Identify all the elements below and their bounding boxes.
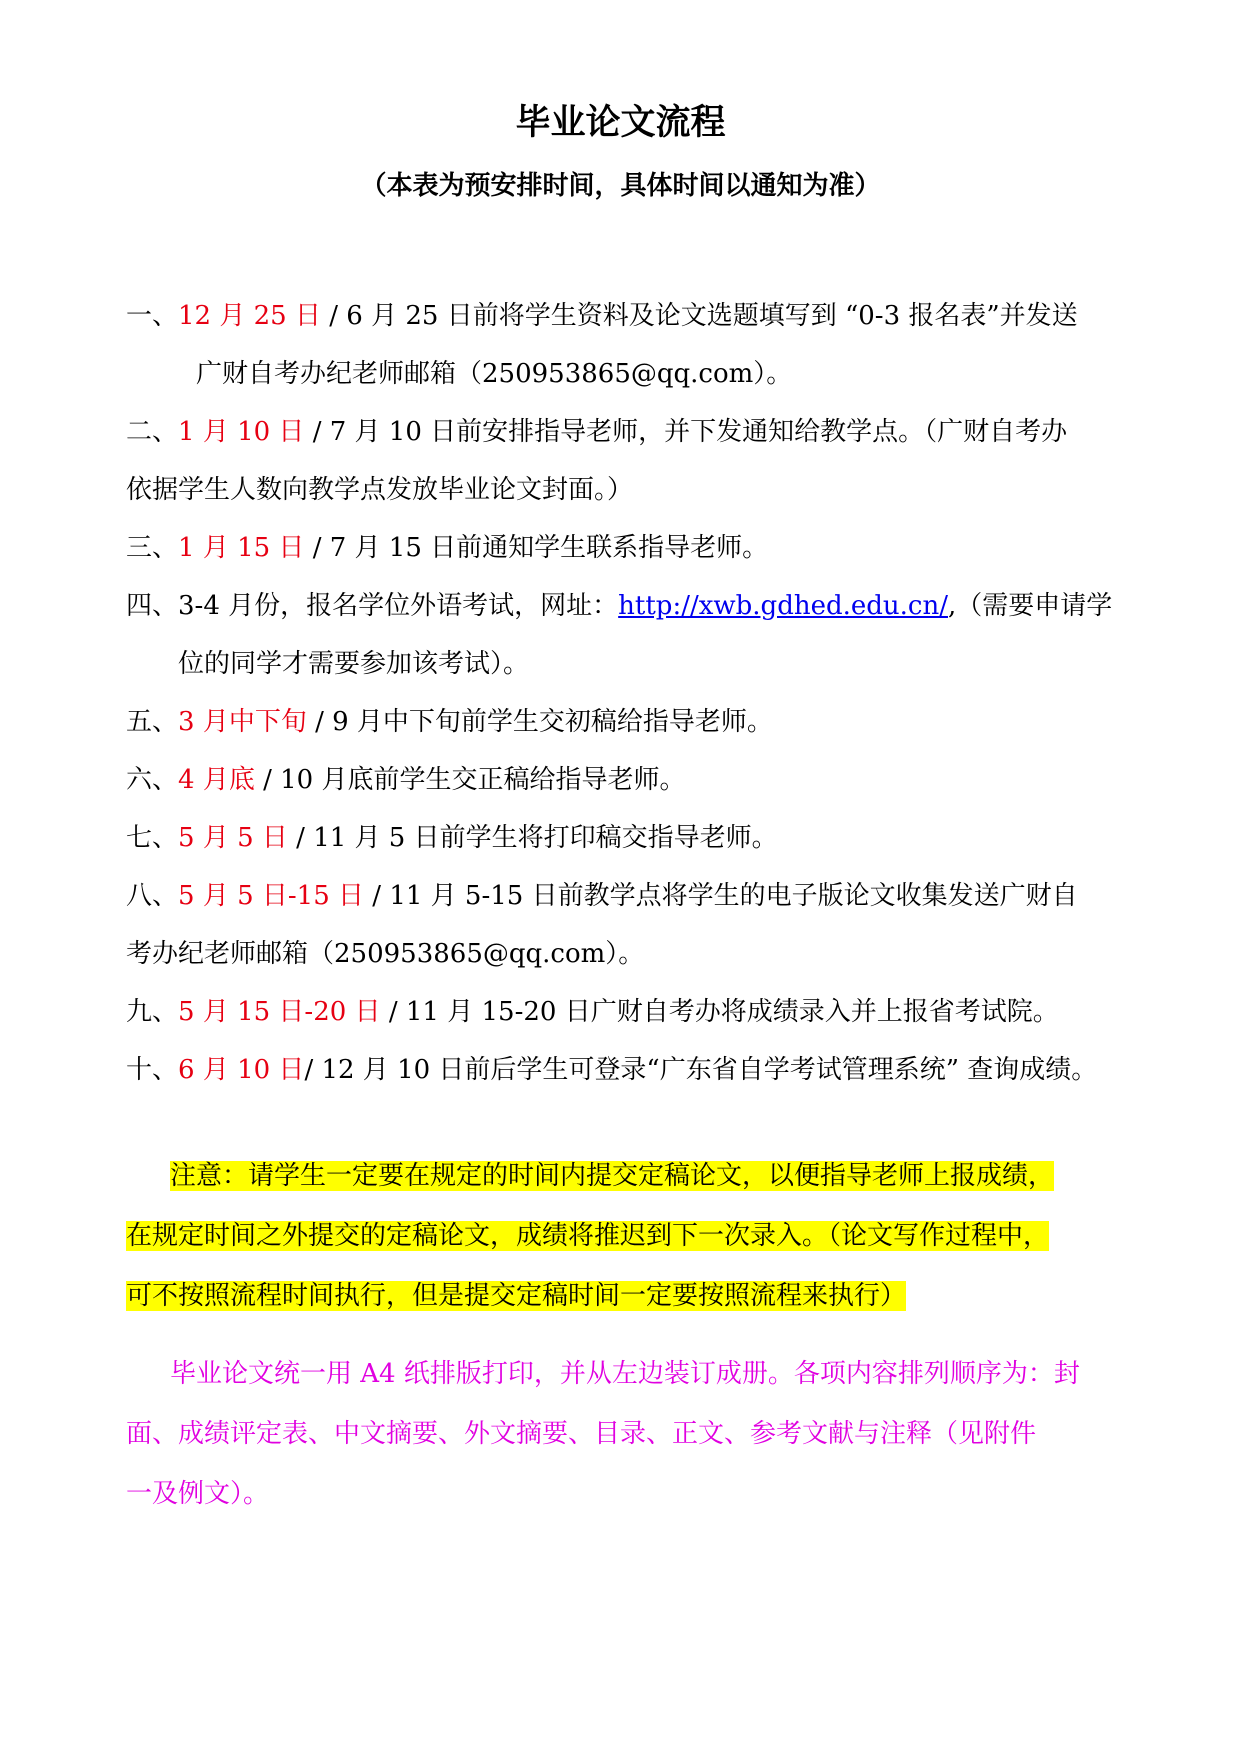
- item-date-red: 3 月中下旬: [178, 707, 307, 737]
- list-item: [126, 412, 1067, 452]
- note-line: [170, 1156, 1150, 1196]
- item-text: ,（需要申请学: [947, 591, 1113, 621]
- item-text: / 10 月底前学生交正稿给指导老师。: [254, 765, 686, 795]
- item-number: 一、: [126, 301, 179, 331]
- item-date-red: 1 月 15 日: [178, 533, 305, 563]
- format-line: 毕业论文统一用 A4 纸排版打印，并从左边装订成册。各项内容排列顺序为：封: [170, 1359, 1080, 1389]
- item-number: 二、: [126, 417, 179, 447]
- list-item: [126, 760, 685, 800]
- page-subtitle: （本表为预安排时间，具体时间以通知为准）: [360, 171, 881, 201]
- list-item: [126, 992, 1059, 1032]
- highlighted-note-text: 在规定时间之外提交的定稿论文，成绩将推迟到下一次录入。（论文写作过程中，: [126, 1221, 1050, 1251]
- list-item-continuation: [126, 934, 644, 974]
- item-date-red: 5 月 5 日-15 日: [178, 881, 365, 911]
- format-line: 面、成绩评定表、中文摘要、外文摘要、目录、正文、参考文献与注释（见附件: [126, 1419, 1037, 1449]
- item-text: / 12 月 10 日前后学生可登录“广东省自学考试管理系统” 查询成绩。: [304, 1055, 1098, 1085]
- list-item: [126, 702, 773, 742]
- item-number: 九、: [126, 997, 179, 1027]
- item-text: / 11 月 15-20 日广财自考办将成绩录入并上报省考试院。: [380, 997, 1059, 1027]
- item-number: 七、: [126, 823, 179, 853]
- list-item: [126, 586, 1112, 626]
- list-item: [126, 528, 768, 568]
- highlighted-note-text: 注意：请学生一定要在规定的时间内提交定稿论文，以便指导老师上报成绩，: [170, 1161, 1055, 1191]
- list-item: [126, 296, 1078, 336]
- item-number: 四、: [126, 591, 179, 621]
- item-text: / 11 月 5-15 日前教学点将学生的电子版论文收集发送广财自: [364, 881, 1078, 911]
- list-item-continuation: [178, 644, 529, 684]
- list-item-continuation: [196, 354, 792, 394]
- list-item: [126, 1050, 1097, 1090]
- item-date-red: 4 月底: [178, 765, 255, 795]
- list-item: [126, 818, 778, 858]
- list-item: [126, 876, 1078, 916]
- highlighted-note-text: 可不按照流程时间执行，但是提交定稿时间一定要按照流程来执行）: [126, 1281, 907, 1311]
- list-item-continuation: [126, 470, 633, 510]
- note-line: [126, 1216, 1146, 1256]
- item-text: 3-4 月份，报名学位外语考试，网址：: [178, 591, 619, 621]
- item-number: 三、: [126, 533, 179, 563]
- item-date-red: 5 月 15 日-20 日: [178, 997, 381, 1027]
- item-date-red: 5 月 5 日: [178, 823, 288, 853]
- item-text: / 6 月 25 日前将学生资料及论文选题填写到 “0-3 报名表”并发送: [320, 301, 1078, 331]
- url-link[interactable]: http://xwb.gdhed.edu.cn/: [618, 591, 948, 621]
- item-text: / 7 月 15 日前通知学生联系指导老师。: [304, 533, 769, 563]
- item-text: / 9 月中下旬前学生交初稿给指导老师。: [306, 707, 773, 737]
- note-line: [126, 1276, 1146, 1316]
- item-text: 广财自考办纪老师邮箱（250953865@qq.com）。: [196, 359, 793, 389]
- item-number: 十、: [126, 1055, 179, 1085]
- item-text: 考办纪老师邮箱（250953865@qq.com）。: [126, 939, 645, 969]
- item-text: 位的同学才需要参加该考试）。: [178, 649, 530, 679]
- item-number: 五、: [126, 707, 179, 737]
- format-line: 一及例文）。: [126, 1479, 270, 1509]
- item-number: 八、: [126, 881, 179, 911]
- item-text: / 11 月 5 日前学生将打印稿交指导老师。: [287, 823, 778, 853]
- item-date-red: 6 月 10 日: [178, 1055, 305, 1085]
- item-text: / 7 月 10 日前安排指导老师，并下发通知给教学点。（广财自考办: [304, 417, 1068, 447]
- page-title: 毕业论文流程: [515, 103, 726, 143]
- item-date-red: 12 月 25 日: [178, 301, 321, 331]
- item-number: 六、: [126, 765, 179, 795]
- item-text: 依据学生人数向教学点发放毕业论文封面。）: [126, 475, 634, 505]
- item-date-red: 1 月 10 日: [178, 417, 305, 447]
